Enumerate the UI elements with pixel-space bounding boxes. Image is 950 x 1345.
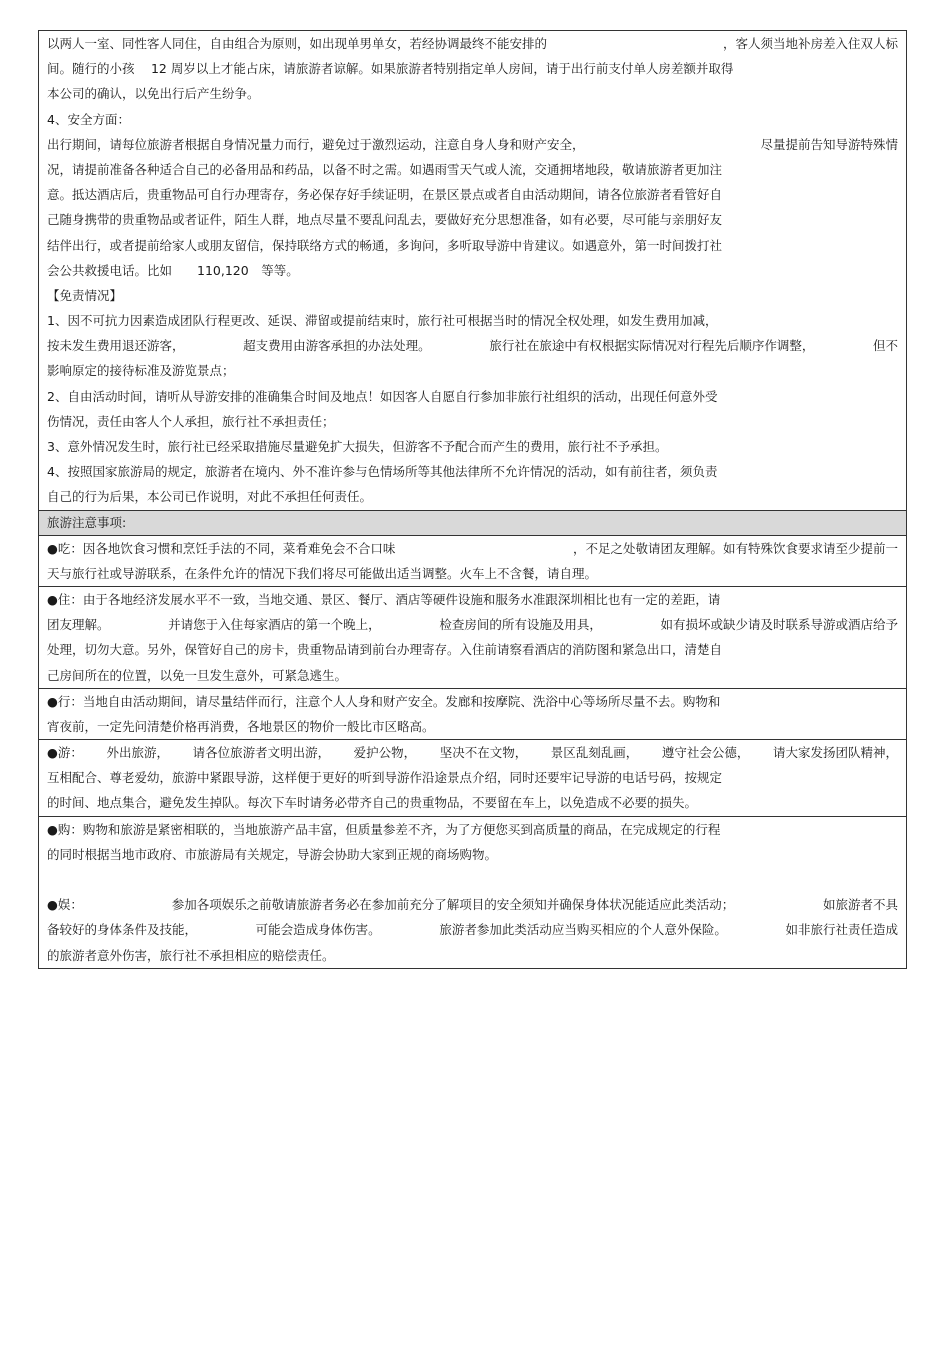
text-line: [47, 434, 898, 459]
text-segment: 并请您于入住每家酒店的第一个晚上，: [168, 617, 381, 633]
text-line: [47, 663, 898, 688]
text-segment: 遵守社会公德，: [661, 745, 750, 761]
text-line: [47, 459, 898, 484]
text-line: [47, 892, 898, 917]
text-segment: 处理，切勿大意。另外，保管好自己的房卡，贵重物品请到前台办理寄存。入住前请察看酒店的消防图和紧急出口，清楚自: [47, 642, 723, 658]
notice-section-shop: [39, 817, 906, 968]
text-line: [47, 409, 898, 434]
text-segment: 按未发生费用退还游客，: [47, 338, 185, 354]
text-line: [47, 612, 898, 637]
text-segment: 请各位旅游者文明出游，: [192, 745, 331, 761]
text-line: [47, 283, 898, 308]
notice-section-stay: [39, 587, 906, 689]
text-line: [47, 765, 898, 790]
text-line: [47, 81, 898, 106]
text-line: [47, 484, 898, 509]
text-line: [47, 536, 898, 561]
text-line: [47, 258, 898, 283]
text-segment: ，客人须当地补房差入住双人标: [722, 36, 898, 51]
text-segment: 可能会造成身体伤害。: [255, 922, 381, 938]
notice-section-travel: [39, 689, 906, 740]
text-segment: 宵夜前，一定先问清楚价格再消费，各地景区的物价一般比市区略高。: [47, 718, 435, 734]
text-line: [47, 132, 898, 157]
text-segment: 旅游者参加此类活动应当购买相应的个人意外保险。: [439, 922, 727, 938]
text-line: [47, 817, 898, 842]
text-segment: 参加各项娱乐之前敬请旅游者务必在参加前充分了解项目的安全须知并确保身体状况能适应此类活动；: [171, 897, 735, 913]
text-segment: 4、安全方面：: [47, 111, 130, 127]
text-line: [47, 182, 898, 207]
text-segment: 况，请提前准备各种适合自己的必备用品和药品，以备不时之需。如遇雨雪天气或人流，交通拥堵地段，敬请旅游者更加注: [47, 161, 723, 177]
text-segment: ●吃：因各地饮食习惯和烹饪手法的不同，菜肴难免会不合口味: [47, 540, 396, 556]
text-line: [47, 157, 898, 182]
text-line: [47, 943, 898, 968]
text-segment: 伤情况，责任由客人个人承担，旅行社不承担责任；: [47, 413, 335, 429]
text-segment: 请大家发扬团队精神，: [772, 745, 898, 761]
text-segment: 3、意外情况发生时，旅行社已经采取措施尽量避免扩大损失，但游客不予配合而产生的费用，旅行社不予承担。: [47, 439, 668, 454]
text-segment: 2、自由活动时间，请听从导游安排的准确集合时间及地点！如因客人自愿自行参加非旅行社组织的活动，出现任何意外受: [47, 388, 718, 404]
text-segment: ●游：: [47, 745, 83, 761]
text-line: [47, 587, 898, 612]
text-line: [47, 714, 898, 739]
text-line: [47, 333, 898, 358]
text-segment: 4、按照国家旅游局的规定，旅游者在境内、外不准许参与色情场所等其他法律所不允许情况的活动，如有前往者，须负责: [47, 464, 718, 480]
text-segment: 景区乱刻乱画，: [550, 745, 639, 761]
text-line: [47, 358, 898, 383]
text-segment: 意。抵达酒店后，贵重物品可自行办理寄存，务必保存好手续证明，在景区景点或者自由活动期间，请各位旅游者看管好自: [47, 187, 723, 203]
text-segment: 的时间、地点集合，避免发生掉队。每次下车时请务必带齐自己的贵重物品，不要留在车上，以免造成不必要的损失。: [47, 795, 698, 811]
text-line: [47, 689, 898, 714]
text-segment: ●购：购物和旅游是紧密相联的，当地旅游产品丰富，但质量参差不齐，为了方便您买到高质量的商品，在完成规定的行程: [47, 821, 721, 837]
itinerary-notice-document: [38, 30, 907, 969]
text-segment: 会公共救援电话。比如 110,120 等等。: [47, 262, 299, 278]
text-segment: 间。随行的小孩 12 周岁以上才能占床，请旅游者谅解。如果旅游者特别指定单人房间，请于出行前支付单人房差额并取得: [47, 61, 734, 77]
text-segment: 旅行社在旅途中有权根据实际情况对行程先后顺序作调整，: [489, 338, 815, 354]
text-line: [47, 308, 898, 333]
text-segment: 的旅游者意外伤害，旅行社不承担相应的赔偿责任。: [47, 947, 335, 963]
text-segment: ●行：当地自由活动期间，请尽量结伴而行，注意个人人身和财产安全。发廊和按摩院、洗浴中心等场所尽量不去。购物和: [47, 693, 721, 709]
text-line: [47, 384, 898, 409]
text-segment: 以两人一室、同性客人同住，自由组合为原则，如出现单男单女，若经协调最终不能安排的: [47, 36, 548, 51]
text-segment: 己房间所在的位置，以免一旦发生意外，可紧急逃生。: [47, 667, 348, 683]
text-line: [47, 107, 898, 132]
text-segment: 坚决不在文物，: [439, 745, 528, 761]
notice-sections: [39, 536, 906, 968]
policy-block: [39, 31, 906, 511]
text-line: [47, 842, 898, 867]
text-line: [47, 637, 898, 662]
notice-section-tour: [39, 740, 906, 817]
text-segment: 1、因不可抗力因素造成团队行程更改、延误、滞留或提前结束时，旅行社可根据当时的情况全权处理，如发生费用加减，: [47, 313, 718, 329]
text-line: [47, 867, 898, 892]
text-segment: 爱护公物，: [353, 745, 417, 761]
text-segment: 本公司的确认，以免出行后产生纷争。: [47, 86, 260, 102]
text-line: [47, 917, 898, 942]
text-line: [47, 31, 898, 56]
text-segment: 如非旅行社责任造成: [785, 922, 898, 938]
text-segment: 影响原定的接待标准及游览景点；: [47, 363, 235, 379]
text-segment: 备较好的身体条件及技能，: [47, 922, 198, 938]
text-segment: 但不: [872, 338, 898, 354]
text-segment: 【免责情况】: [47, 287, 123, 303]
text-segment: 己随身携带的贵重物品或者证件，陌生人群，地点尽量不要乱问乱去，要做好充分思想准备，如有必要，尽可能与亲朋好友: [47, 212, 723, 228]
text-segment: ●住：由于各地经济发展水平不一致，当地交通、景区、餐厅、酒店等硬件设施和服务水准跟深圳相比也有一定的差距，请: [47, 591, 721, 607]
notice-section-eat: [39, 536, 906, 587]
text-segment: 结伴出行，或者提前给家人或朋友留信，保持联络方式的畅通，多询问，多听取导游中肯建议。如遇意外，第一时间拨打社: [47, 237, 723, 253]
text-segment: ●娱：: [47, 897, 83, 913]
text-segment: 如有损坏或缺少请及时联系导游或酒店给予: [660, 617, 898, 633]
text-line: [47, 561, 898, 586]
text-segment: ，不足之处敬请团友理解。如有特殊饮食要求请至少提前一: [572, 540, 898, 556]
text-segment: 如旅游者不具: [822, 897, 898, 913]
text-segment: 天与旅行社或导游联系，在条件允许的情况下我们将尽可能做出适当调整。火车上不含餐，请自理。: [47, 565, 598, 581]
text-segment: 尽量提前告知导游特殊情: [760, 136, 898, 152]
text-line: [47, 56, 898, 81]
text-line: [47, 740, 898, 765]
text-segment: 出行期间，请每位旅游者根据自身情况量力而行，避免过于激烈运动，注意自身人身和财产安全，: [47, 136, 585, 152]
text-line: [47, 790, 898, 815]
notice-header: 旅游注意事项:: [39, 511, 906, 536]
text-segment: 互相配合、尊老爱幼，旅游中紧跟导游，这样便于更好的听到导游作沿途景点介绍，同时还要牢记导游的电话号码，按规定: [47, 770, 723, 786]
text-line: [47, 233, 898, 258]
text-segment: 检查房间的所有设施及用具，: [439, 617, 602, 633]
text-segment: 的同时根据当地市政府、市旅游局有关规定，导游会协助大家到正规的商场购物。: [47, 846, 498, 862]
text-segment: 团友理解。: [47, 617, 110, 633]
text-segment: 自己的行为后果，本公司已作说明，对此不承担任何责任。: [47, 489, 373, 505]
text-segment: 外出旅游，: [106, 745, 169, 761]
text-line: [47, 207, 898, 232]
text-segment: 超支费用由游客承担的办法处理。: [243, 338, 431, 354]
